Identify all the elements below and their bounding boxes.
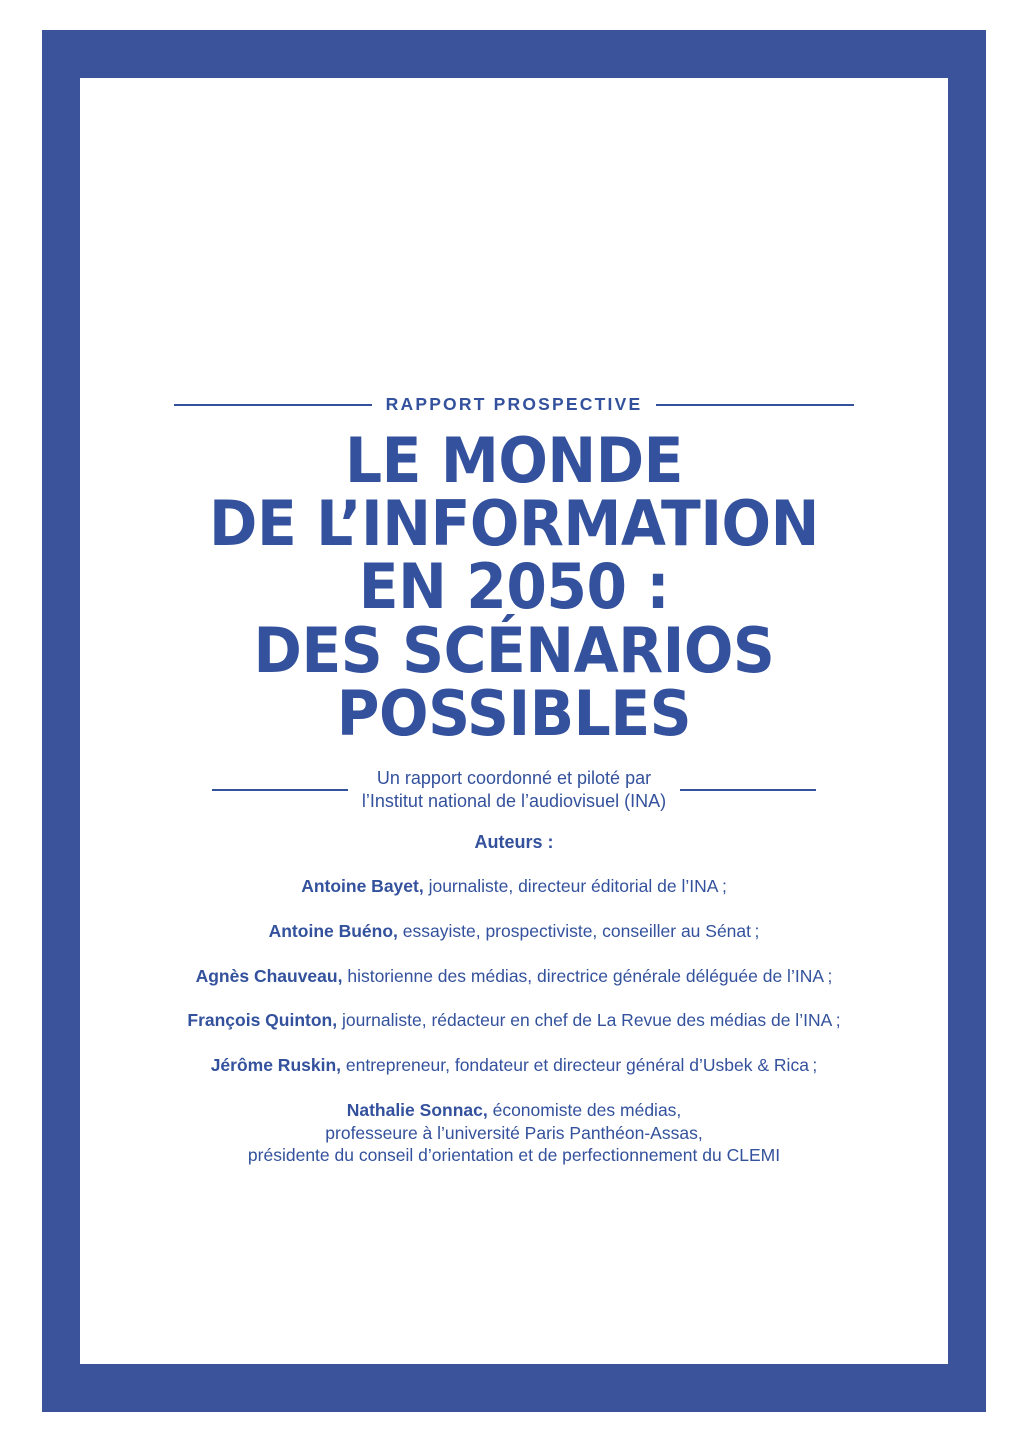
author-entry [140,1054,888,1077]
author-role: historienne des médias, directrice générale déléguée de l’INA ; [342,965,833,986]
title-line-1: LE MONDE [345,424,683,497]
authors-label: Auteurs : [474,832,554,853]
page-title [162,424,865,750]
author-role: journaliste, directeur éditorial de l’INA ; [423,876,727,897]
title-line-5: POSSIBLES [336,676,692,750]
author-entry [140,875,888,898]
author-name: Antoine Buéno, [268,920,398,941]
title-line-2: DE L’INFORMATION [209,487,819,561]
author-entry [140,920,888,943]
kicker-row [140,394,888,415]
author-name: Nathalie Sonnac, [346,1099,488,1120]
author-entry [140,1009,888,1032]
title-line-4: DES SCÉNARIOS [253,613,775,687]
kicker-rule-right [656,404,854,406]
author-name: François Quinton, [187,1010,338,1031]
author-name: Antoine Bayet, [301,876,424,897]
author-role-line-2: professeure à l’université Paris Panthéon-Assas, [325,1122,703,1143]
author-name: Agnès Chauveau, [195,965,343,986]
subtitle [362,767,666,812]
subtitle-line-2: l’Institut national de l’audiovisuel (INA) [361,790,667,811]
author-role: essayiste, prospectiviste, conseiller au Sénat ; [397,920,760,941]
subtitle-row [140,767,888,812]
title-line-3: EN 2050 : [358,550,670,624]
author-role: entrepreneur, fondateur et directeur général d’Usbek & Rica ; [341,1055,818,1076]
report-kicker: RAPPORT PROSPECTIVE [385,394,643,414]
subtitle-rule-left [212,789,348,791]
cover-inner-panel [80,78,948,1364]
author-entry [140,965,888,988]
subtitle-line-1: Un rapport coordonné et piloté par [376,768,652,789]
author-role: économiste des médias, [487,1099,682,1120]
kicker-rule-left [174,404,372,406]
author-entry [140,1099,888,1167]
cover-content [80,394,948,1167]
author-role: journaliste, rédacteur en chef de La Revue des médias de l’INA ; [337,1010,841,1031]
author-role-line-3: présidente du conseil d’orientation et de perfectionnement du CLEMI [247,1145,781,1166]
subtitle-rule-right [680,789,816,791]
author-name: Jérôme Ruskin, [210,1055,342,1076]
